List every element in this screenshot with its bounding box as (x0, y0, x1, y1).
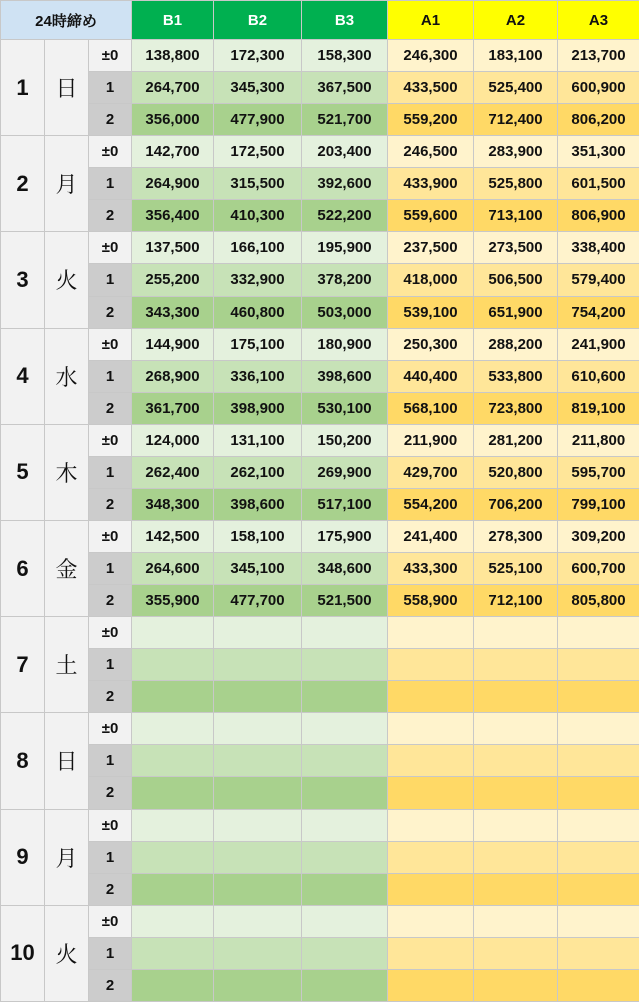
value-cell-b1[interactable] (132, 713, 214, 745)
sub-row-label[interactable]: 2 (89, 681, 132, 713)
value-cell-a2[interactable]: 281,200 (474, 424, 558, 456)
value-cell-a1[interactable]: 568,100 (388, 392, 474, 424)
value-cell-b2[interactable]: 477,900 (214, 104, 302, 136)
value-cell-b3[interactable]: 378,200 (302, 264, 388, 296)
day-weekday[interactable]: 日 (45, 713, 89, 809)
value-cell-b2[interactable]: 172,500 (214, 136, 302, 168)
table-row (1, 617, 639, 649)
value-cell-b2[interactable] (214, 809, 302, 841)
table-body (1, 40, 639, 1002)
value-cell-a3[interactable] (558, 617, 639, 649)
table-row (1, 488, 639, 520)
day-weekday[interactable]: 月 (45, 809, 89, 905)
value-cell-b2[interactable] (214, 681, 302, 713)
value-cell-a1[interactable]: 559,600 (388, 200, 474, 232)
value-cell-a2[interactable]: 288,200 (474, 328, 558, 360)
value-cell-a1[interactable]: 558,900 (388, 585, 474, 617)
column-header-a3: A3 (558, 1, 639, 40)
sub-row-label[interactable]: ±0 (89, 424, 132, 456)
sub-row-label[interactable]: 1 (89, 360, 132, 392)
value-cell-a3[interactable] (558, 873, 639, 905)
table-row (1, 200, 639, 232)
value-cell-a3[interactable]: 351,300 (558, 136, 639, 168)
sub-row-label[interactable]: 2 (89, 777, 132, 809)
value-cell-b3[interactable]: 180,900 (302, 328, 388, 360)
value-cell-b3[interactable]: 398,600 (302, 360, 388, 392)
sub-row-label[interactable]: ±0 (89, 617, 132, 649)
value-cell-a1[interactable]: 250,300 (388, 328, 474, 360)
value-cell-b2[interactable]: 172,300 (214, 40, 302, 72)
sub-row-label[interactable]: ±0 (89, 809, 132, 841)
value-cell-a2[interactable] (474, 937, 558, 969)
value-cell-a3[interactable]: 601,500 (558, 168, 639, 200)
day-number[interactable]: 3 (1, 232, 45, 328)
value-cell-a1[interactable]: 241,400 (388, 520, 474, 552)
value-cell-a1[interactable]: 559,200 (388, 104, 474, 136)
value-cell-a2[interactable] (474, 681, 558, 713)
sub-row-label[interactable]: 1 (89, 72, 132, 104)
day-number[interactable]: 8 (1, 713, 45, 809)
value-cell-a3[interactable]: 806,200 (558, 104, 639, 136)
value-cell-b1[interactable]: 268,900 (132, 360, 214, 392)
day-weekday[interactable]: 水 (45, 328, 89, 424)
value-cell-a2[interactable] (474, 777, 558, 809)
table-row (1, 585, 639, 617)
value-cell-a1[interactable] (388, 649, 474, 681)
value-cell-a1[interactable] (388, 745, 474, 777)
value-cell-b2[interactable] (214, 713, 302, 745)
table-row (1, 520, 639, 552)
value-cell-a1[interactable] (388, 617, 474, 649)
value-cell-b2[interactable]: 158,100 (214, 520, 302, 552)
value-cell-b1[interactable]: 137,500 (132, 232, 214, 264)
day-weekday[interactable]: 火 (45, 905, 89, 1001)
sub-row-label[interactable]: 2 (89, 585, 132, 617)
header-row (1, 1, 639, 40)
sub-row-label[interactable]: 2 (89, 296, 132, 328)
value-cell-b1[interactable]: 255,200 (132, 264, 214, 296)
value-cell-b3[interactable] (302, 777, 388, 809)
day-number[interactable]: 4 (1, 328, 45, 424)
value-cell-b2[interactable]: 175,100 (214, 328, 302, 360)
day-number[interactable]: 2 (1, 136, 45, 232)
value-cell-b3[interactable]: 203,400 (302, 136, 388, 168)
column-header-b2: B2 (214, 1, 302, 40)
day-number[interactable]: 7 (1, 617, 45, 713)
sub-row-label[interactable]: 1 (89, 168, 132, 200)
sub-row-label[interactable]: 1 (89, 937, 132, 969)
day-number[interactable]: 6 (1, 520, 45, 616)
sub-row-label[interactable]: 2 (89, 488, 132, 520)
value-cell-a1[interactable]: 211,900 (388, 424, 474, 456)
value-cell-b3[interactable]: 521,700 (302, 104, 388, 136)
value-cell-b1[interactable] (132, 681, 214, 713)
column-header-b3: B3 (302, 1, 388, 40)
value-cell-b3[interactable] (302, 649, 388, 681)
table-row (1, 360, 639, 392)
sub-row-label[interactable]: 1 (89, 841, 132, 873)
value-cell-a2[interactable]: 273,500 (474, 232, 558, 264)
value-cell-a2[interactable]: 712,400 (474, 104, 558, 136)
value-cell-b1[interactable]: 356,000 (132, 104, 214, 136)
value-cell-b2[interactable] (214, 873, 302, 905)
value-cell-b1[interactable] (132, 617, 214, 649)
day-weekday[interactable]: 土 (45, 617, 89, 713)
value-cell-b1[interactable] (132, 809, 214, 841)
value-cell-b2[interactable] (214, 777, 302, 809)
value-cell-a1[interactable] (388, 777, 474, 809)
sub-row-label[interactable]: 1 (89, 456, 132, 488)
value-cell-a2[interactable] (474, 841, 558, 873)
value-cell-a2[interactable] (474, 617, 558, 649)
value-cell-a1[interactable] (388, 809, 474, 841)
value-cell-a1[interactable]: 539,100 (388, 296, 474, 328)
table-row (1, 809, 639, 841)
value-cell-b1[interactable]: 138,800 (132, 40, 214, 72)
value-cell-b3[interactable]: 150,200 (302, 424, 388, 456)
value-cell-b2[interactable]: 460,800 (214, 296, 302, 328)
day-number[interactable]: 10 (1, 905, 45, 1001)
value-cell-b1[interactable]: 264,700 (132, 72, 214, 104)
value-cell-a3[interactable] (558, 937, 639, 969)
column-header-a1: A1 (388, 1, 474, 40)
value-cell-b2[interactable]: 398,600 (214, 488, 302, 520)
value-cell-a3[interactable]: 309,200 (558, 520, 639, 552)
value-cell-a2[interactable]: 520,800 (474, 456, 558, 488)
value-cell-a3[interactable] (558, 649, 639, 681)
value-cell-a1[interactable]: 440,400 (388, 360, 474, 392)
value-cell-b2[interactable]: 131,100 (214, 424, 302, 456)
table-row (1, 136, 639, 168)
table-row (1, 681, 639, 713)
sub-row-label[interactable]: ±0 (89, 232, 132, 264)
table-row (1, 72, 639, 104)
sub-row-label[interactable]: ±0 (89, 905, 132, 937)
value-cell-a3[interactable] (558, 841, 639, 873)
value-cell-b3[interactable] (302, 809, 388, 841)
table-row (1, 392, 639, 424)
value-cell-a3[interactable]: 754,200 (558, 296, 639, 328)
column-header-a2: A2 (474, 1, 558, 40)
value-cell-b2[interactable]: 315,500 (214, 168, 302, 200)
table-row (1, 264, 639, 296)
value-cell-b2[interactable] (214, 905, 302, 937)
table-row (1, 841, 639, 873)
table-row (1, 168, 639, 200)
value-cell-a3[interactable]: 819,100 (558, 392, 639, 424)
value-cell-a2[interactable] (474, 713, 558, 745)
value-cell-b3[interactable]: 367,500 (302, 72, 388, 104)
day-weekday[interactable]: 金 (45, 520, 89, 616)
value-cell-a2[interactable] (474, 905, 558, 937)
column-header-b1: B1 (132, 1, 214, 40)
value-cell-a3[interactable]: 579,400 (558, 264, 639, 296)
value-cell-b3[interactable] (302, 969, 388, 1001)
value-cell-b3[interactable]: 517,100 (302, 488, 388, 520)
value-cell-b1[interactable]: 356,400 (132, 200, 214, 232)
value-cell-b1[interactable]: 361,700 (132, 392, 214, 424)
value-cell-b1[interactable] (132, 745, 214, 777)
sub-row-label[interactable]: 1 (89, 745, 132, 777)
day-weekday[interactable]: 木 (45, 424, 89, 520)
table-row (1, 553, 639, 585)
value-cell-b1[interactable]: 264,600 (132, 553, 214, 585)
sub-row-label[interactable]: 1 (89, 649, 132, 681)
table-row (1, 905, 639, 937)
table-row (1, 424, 639, 456)
table-row (1, 296, 639, 328)
sub-row-label[interactable]: ±0 (89, 520, 132, 552)
value-cell-b3[interactable] (302, 745, 388, 777)
value-cell-b2[interactable] (214, 969, 302, 1001)
value-cell-b3[interactable]: 522,200 (302, 200, 388, 232)
value-cell-a3[interactable]: 241,900 (558, 328, 639, 360)
value-cell-b3[interactable]: 530,100 (302, 392, 388, 424)
value-cell-b1[interactable] (132, 969, 214, 1001)
value-cell-b3[interactable] (302, 713, 388, 745)
value-cell-b3[interactable]: 503,000 (302, 296, 388, 328)
value-cell-b2[interactable] (214, 841, 302, 873)
value-cell-a2[interactable]: 533,800 (474, 360, 558, 392)
value-cell-a2[interactable]: 525,100 (474, 553, 558, 585)
table-row (1, 937, 639, 969)
day-number[interactable]: 1 (1, 40, 45, 136)
value-cell-b3[interactable]: 175,900 (302, 520, 388, 552)
value-cell-a2[interactable] (474, 745, 558, 777)
sub-row-label[interactable]: 2 (89, 392, 132, 424)
sub-row-label[interactable]: ±0 (89, 136, 132, 168)
value-cell-a3[interactable] (558, 745, 639, 777)
value-cell-b1[interactable]: 124,000 (132, 424, 214, 456)
day-number[interactable]: 9 (1, 809, 45, 905)
table-row (1, 232, 639, 264)
value-cell-a1[interactable] (388, 713, 474, 745)
value-cell-a2[interactable]: 713,100 (474, 200, 558, 232)
table-row (1, 649, 639, 681)
sub-row-label[interactable]: 2 (89, 200, 132, 232)
value-cell-a2[interactable] (474, 969, 558, 1001)
value-cell-b2[interactable]: 410,300 (214, 200, 302, 232)
table-row (1, 328, 639, 360)
value-cell-b3[interactable] (302, 873, 388, 905)
sub-row-label[interactable]: 2 (89, 104, 132, 136)
value-cell-b1[interactable]: 144,900 (132, 328, 214, 360)
value-cell-b1[interactable]: 348,300 (132, 488, 214, 520)
sub-row-label[interactable]: 1 (89, 553, 132, 585)
value-cell-b2[interactable]: 477,700 (214, 585, 302, 617)
value-cell-b1[interactable] (132, 873, 214, 905)
value-cell-a3[interactable]: 799,100 (558, 488, 639, 520)
value-cell-a1[interactable]: 554,200 (388, 488, 474, 520)
value-cell-b3[interactable] (302, 905, 388, 937)
value-cell-b3[interactable]: 392,600 (302, 168, 388, 200)
table-row (1, 745, 639, 777)
table-row (1, 873, 639, 905)
value-cell-a3[interactable]: 610,600 (558, 360, 639, 392)
value-cell-b1[interactable]: 355,900 (132, 585, 214, 617)
value-cell-b1[interactable]: 142,500 (132, 520, 214, 552)
sub-row-label[interactable]: ±0 (89, 713, 132, 745)
value-cell-b1[interactable] (132, 937, 214, 969)
sub-row-label[interactable]: 1 (89, 264, 132, 296)
sub-row-label[interactable]: 2 (89, 969, 132, 1001)
value-cell-b3[interactable] (302, 617, 388, 649)
value-cell-b2[interactable]: 398,900 (214, 392, 302, 424)
value-cell-a3[interactable] (558, 969, 639, 1001)
table-row (1, 777, 639, 809)
value-cell-b2[interactable]: 345,300 (214, 72, 302, 104)
value-cell-a1[interactable]: 433,900 (388, 168, 474, 200)
value-cell-a2[interactable] (474, 873, 558, 905)
day-number[interactable]: 5 (1, 424, 45, 520)
value-cell-a3[interactable] (558, 809, 639, 841)
value-cell-a3[interactable] (558, 777, 639, 809)
value-cell-a1[interactable]: 433,300 (388, 553, 474, 585)
value-cell-b3[interactable]: 521,500 (302, 585, 388, 617)
value-cell-b2[interactable]: 332,900 (214, 264, 302, 296)
value-cell-a1[interactable] (388, 937, 474, 969)
value-cell-b2[interactable]: 336,100 (214, 360, 302, 392)
value-cell-a2[interactable] (474, 809, 558, 841)
day-weekday[interactable]: 日 (45, 40, 89, 136)
table-row (1, 40, 639, 72)
value-cell-a3[interactable]: 600,700 (558, 553, 639, 585)
value-cell-b2[interactable]: 345,100 (214, 553, 302, 585)
day-weekday[interactable]: 月 (45, 136, 89, 232)
value-cell-a1[interactable]: 418,000 (388, 264, 474, 296)
value-cell-a1[interactable]: 246,300 (388, 40, 474, 72)
value-cell-a2[interactable]: 706,200 (474, 488, 558, 520)
table-row (1, 713, 639, 745)
table-row (1, 456, 639, 488)
value-cell-b3[interactable] (302, 681, 388, 713)
day-weekday[interactable]: 火 (45, 232, 89, 328)
value-cell-a1[interactable] (388, 841, 474, 873)
value-cell-b1[interactable] (132, 905, 214, 937)
value-cell-b1[interactable] (132, 777, 214, 809)
value-cell-b2[interactable]: 262,100 (214, 456, 302, 488)
value-cell-b3[interactable] (302, 841, 388, 873)
value-cell-a3[interactable] (558, 713, 639, 745)
value-cell-b1[interactable]: 262,400 (132, 456, 214, 488)
value-cell-b2[interactable] (214, 937, 302, 969)
sub-row-label[interactable]: 2 (89, 873, 132, 905)
value-cell-b2[interactable]: 166,100 (214, 232, 302, 264)
value-cell-a1[interactable] (388, 969, 474, 1001)
value-cell-a1[interactable] (388, 873, 474, 905)
value-cell-a3[interactable]: 338,400 (558, 232, 639, 264)
value-cell-b1[interactable]: 343,300 (132, 296, 214, 328)
value-cell-b2[interactable] (214, 649, 302, 681)
value-cell-a1[interactable]: 433,500 (388, 72, 474, 104)
value-cell-a2[interactable]: 506,500 (474, 264, 558, 296)
sub-row-label[interactable]: ±0 (89, 328, 132, 360)
value-cell-a3[interactable]: 806,900 (558, 200, 639, 232)
value-cell-b3[interactable]: 158,300 (302, 40, 388, 72)
value-cell-a2[interactable]: 283,900 (474, 136, 558, 168)
table-row (1, 104, 639, 136)
value-cell-b3[interactable]: 269,900 (302, 456, 388, 488)
value-cell-b2[interactable] (214, 745, 302, 777)
value-cell-a3[interactable]: 600,900 (558, 72, 639, 104)
value-cell-a1[interactable]: 429,700 (388, 456, 474, 488)
value-cell-a3[interactable] (558, 905, 639, 937)
value-cell-a3[interactable]: 211,800 (558, 424, 639, 456)
value-cell-b1[interactable] (132, 649, 214, 681)
value-cell-a2[interactable]: 712,100 (474, 585, 558, 617)
value-cell-a2[interactable] (474, 649, 558, 681)
value-cell-a3[interactable] (558, 681, 639, 713)
value-cell-a3[interactable]: 595,700 (558, 456, 639, 488)
table-title: 24時締め (1, 1, 132, 40)
value-cell-b1[interactable]: 264,900 (132, 168, 214, 200)
value-cell-a2[interactable]: 651,900 (474, 296, 558, 328)
table-row (1, 969, 639, 1001)
value-cell-a3[interactable]: 805,800 (558, 585, 639, 617)
value-cell-a2[interactable]: 723,800 (474, 392, 558, 424)
value-cell-b2[interactable] (214, 617, 302, 649)
value-cell-a1[interactable]: 237,500 (388, 232, 474, 264)
value-cell-a1[interactable]: 246,500 (388, 136, 474, 168)
value-cell-b3[interactable] (302, 937, 388, 969)
value-cell-a1[interactable] (388, 681, 474, 713)
sub-row-label[interactable]: ±0 (89, 40, 132, 72)
value-cell-b1[interactable]: 142,700 (132, 136, 214, 168)
value-cell-b3[interactable]: 195,900 (302, 232, 388, 264)
value-cell-a2[interactable]: 525,400 (474, 72, 558, 104)
value-cell-a1[interactable] (388, 905, 474, 937)
value-cell-b3[interactable]: 348,600 (302, 553, 388, 585)
value-cell-a2[interactable]: 278,300 (474, 520, 558, 552)
value-cell-a2[interactable]: 183,100 (474, 40, 558, 72)
value-cell-a3[interactable]: 213,700 (558, 40, 639, 72)
value-cell-b1[interactable] (132, 841, 214, 873)
value-cell-a2[interactable]: 525,800 (474, 168, 558, 200)
